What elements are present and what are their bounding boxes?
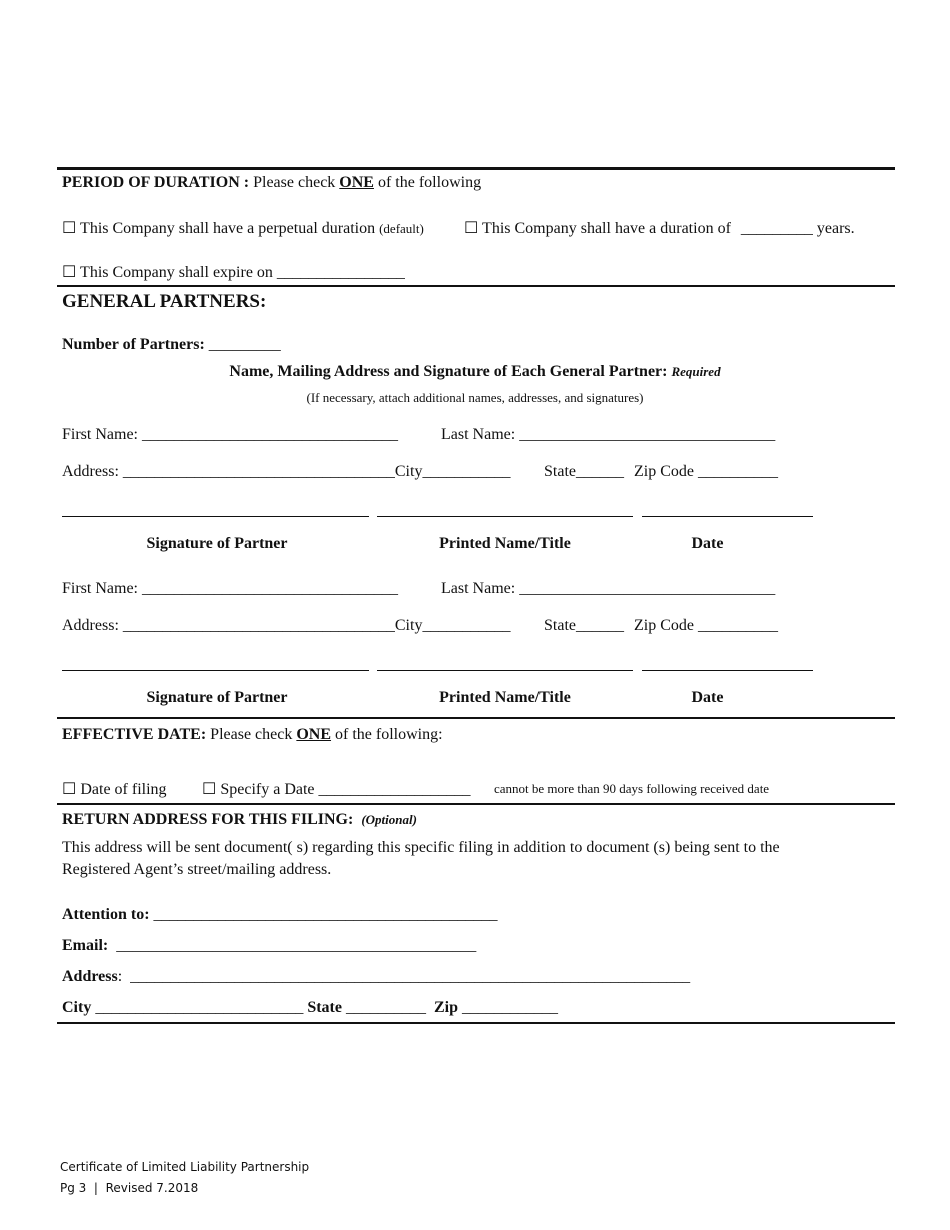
partner-2-signature-line[interactable] bbox=[62, 670, 369, 671]
effective-instruction-pre: Please check bbox=[210, 726, 293, 743]
partner-2-signature-label: Signature of Partner bbox=[146, 689, 288, 706]
number-field[interactable]: _________ bbox=[208, 336, 281, 353]
expire-date-field[interactable]: ________________ bbox=[276, 264, 405, 281]
partners-rule bbox=[57, 285, 895, 287]
partner-2-first-name[interactable]: First Name: ________________________________ bbox=[62, 580, 398, 597]
partner-2-printed-label: Printed Name/Title bbox=[439, 689, 571, 706]
email-row bbox=[62, 937, 476, 955]
duration-instruction-one: ONE bbox=[339, 174, 374, 191]
duration-heading-line bbox=[62, 174, 481, 192]
partner-2-printed-name-line[interactable] bbox=[377, 670, 633, 671]
state-field[interactable]: __________ bbox=[345, 999, 426, 1016]
partner-1-first-name[interactable]: First Name: ________________________________ bbox=[62, 426, 398, 443]
city-field[interactable]: __________________________ bbox=[95, 999, 304, 1016]
partner-1-address[interactable]: Address: __________________________________City___________ bbox=[62, 463, 511, 480]
duration-instruction-pre: Please check bbox=[253, 174, 336, 191]
expire-label: ☐ This Company shall expire on bbox=[62, 264, 273, 281]
partner-1-printed-name-line[interactable] bbox=[377, 516, 633, 517]
partners-note: (If necessary, attach additional names, addresses, and signatures) bbox=[306, 390, 644, 405]
duration-unit: years. bbox=[816, 220, 855, 237]
return-address-field[interactable]: ______________________________________________________________________ bbox=[130, 968, 691, 985]
top-rule bbox=[57, 167, 895, 170]
effective-instruction-post: of the following: bbox=[335, 726, 443, 743]
return-description-2: Registered Agent’s street/mailing address. bbox=[62, 861, 332, 878]
specify-date-note: cannot be more than 90 days following received date bbox=[494, 781, 770, 796]
partner-1-printed-label: Printed Name/Title bbox=[439, 535, 571, 552]
bottom-rule bbox=[57, 1022, 895, 1024]
partner-1-signature-label: Signature of Partner bbox=[146, 535, 288, 552]
perpetual-label: ☐ This Company shall have a perpetual duration bbox=[62, 220, 376, 237]
effective-rule bbox=[57, 717, 895, 719]
partner-1-zip[interactable]: Zip Code __________ bbox=[634, 463, 778, 480]
state-label: State bbox=[307, 999, 342, 1016]
number-of-partners bbox=[62, 336, 281, 354]
perpetual-default: (default) bbox=[379, 221, 424, 236]
number-label: Number of Partners: bbox=[62, 336, 205, 353]
date-of-filing-option[interactable]: ☐ Date of filing bbox=[62, 781, 167, 798]
footer-title: Certificate of Limited Liability Partnership bbox=[60, 1160, 310, 1174]
attention-label: Attention to: bbox=[62, 906, 150, 923]
duration-label: ☐ This Company shall have a duration of bbox=[464, 220, 731, 237]
duration-heading: PERIOD OF DURATION : bbox=[62, 174, 250, 191]
effective-heading: EFFECTIVE DATE: bbox=[62, 726, 207, 743]
city-label: City bbox=[62, 999, 92, 1016]
partners-section-title bbox=[0, 363, 950, 381]
return-rule bbox=[57, 803, 895, 805]
partner-1-signature-line[interactable] bbox=[62, 516, 369, 517]
zip-field[interactable]: ____________ bbox=[462, 999, 558, 1016]
expire-option[interactable] bbox=[62, 262, 405, 282]
return-address-colon: : bbox=[117, 968, 123, 985]
city-state-zip-row bbox=[62, 999, 558, 1017]
return-heading-line bbox=[62, 811, 417, 829]
partner-1-date-label: Date bbox=[691, 535, 724, 552]
duration-instruction-post: of the following bbox=[377, 174, 482, 191]
partner-2-last-name[interactable]: Last Name: ________________________________ bbox=[441, 580, 776, 597]
specify-date-option[interactable]: ☐ Specify a Date ___________________ bbox=[202, 781, 471, 798]
email-label: Email: bbox=[62, 937, 109, 954]
return-heading: RETURN ADDRESS FOR THIS FILING: bbox=[62, 811, 354, 828]
partner-1-state[interactable]: State______ bbox=[544, 463, 624, 480]
zip-label: Zip bbox=[433, 999, 458, 1016]
partner-1-date-line[interactable] bbox=[642, 516, 813, 517]
return-description-1: This address will be sent document( s) regarding this specific filing in addition to document (s) being sent to the bbox=[62, 839, 780, 856]
required-tag: Required bbox=[671, 364, 721, 379]
email-field[interactable]: _____________________________________________ bbox=[116, 937, 477, 954]
partner-2-state[interactable]: State______ bbox=[544, 617, 624, 634]
attention-field[interactable]: ___________________________________________ bbox=[153, 906, 498, 923]
partner-2-address[interactable]: Address: __________________________________City___________ bbox=[62, 617, 511, 634]
duration-option[interactable] bbox=[464, 218, 855, 238]
partner-1-last-name[interactable]: Last Name: ________________________________ bbox=[441, 426, 776, 443]
partner-2-date-line[interactable] bbox=[642, 670, 813, 671]
duration-years-field[interactable]: _________ bbox=[740, 220, 813, 237]
partner-2-zip[interactable]: Zip Code __________ bbox=[634, 617, 778, 634]
effective-instruction-one: ONE bbox=[296, 726, 332, 743]
partner-2-date-label: Date bbox=[691, 689, 724, 706]
effective-heading-line bbox=[62, 726, 443, 744]
section-title: Name, Mailing Address and Signature of Each General Partner: bbox=[229, 363, 668, 380]
footer-page: Pg 3 | Revised 7.2018 bbox=[60, 1181, 199, 1195]
return-address-label: Address bbox=[62, 968, 118, 985]
partners-heading: GENERAL PARTNERS: bbox=[62, 291, 267, 312]
perpetual-option[interactable] bbox=[62, 218, 424, 238]
return-address-row bbox=[62, 968, 690, 986]
attention-row bbox=[62, 906, 498, 924]
optional-tag: (Optional) bbox=[361, 812, 417, 827]
